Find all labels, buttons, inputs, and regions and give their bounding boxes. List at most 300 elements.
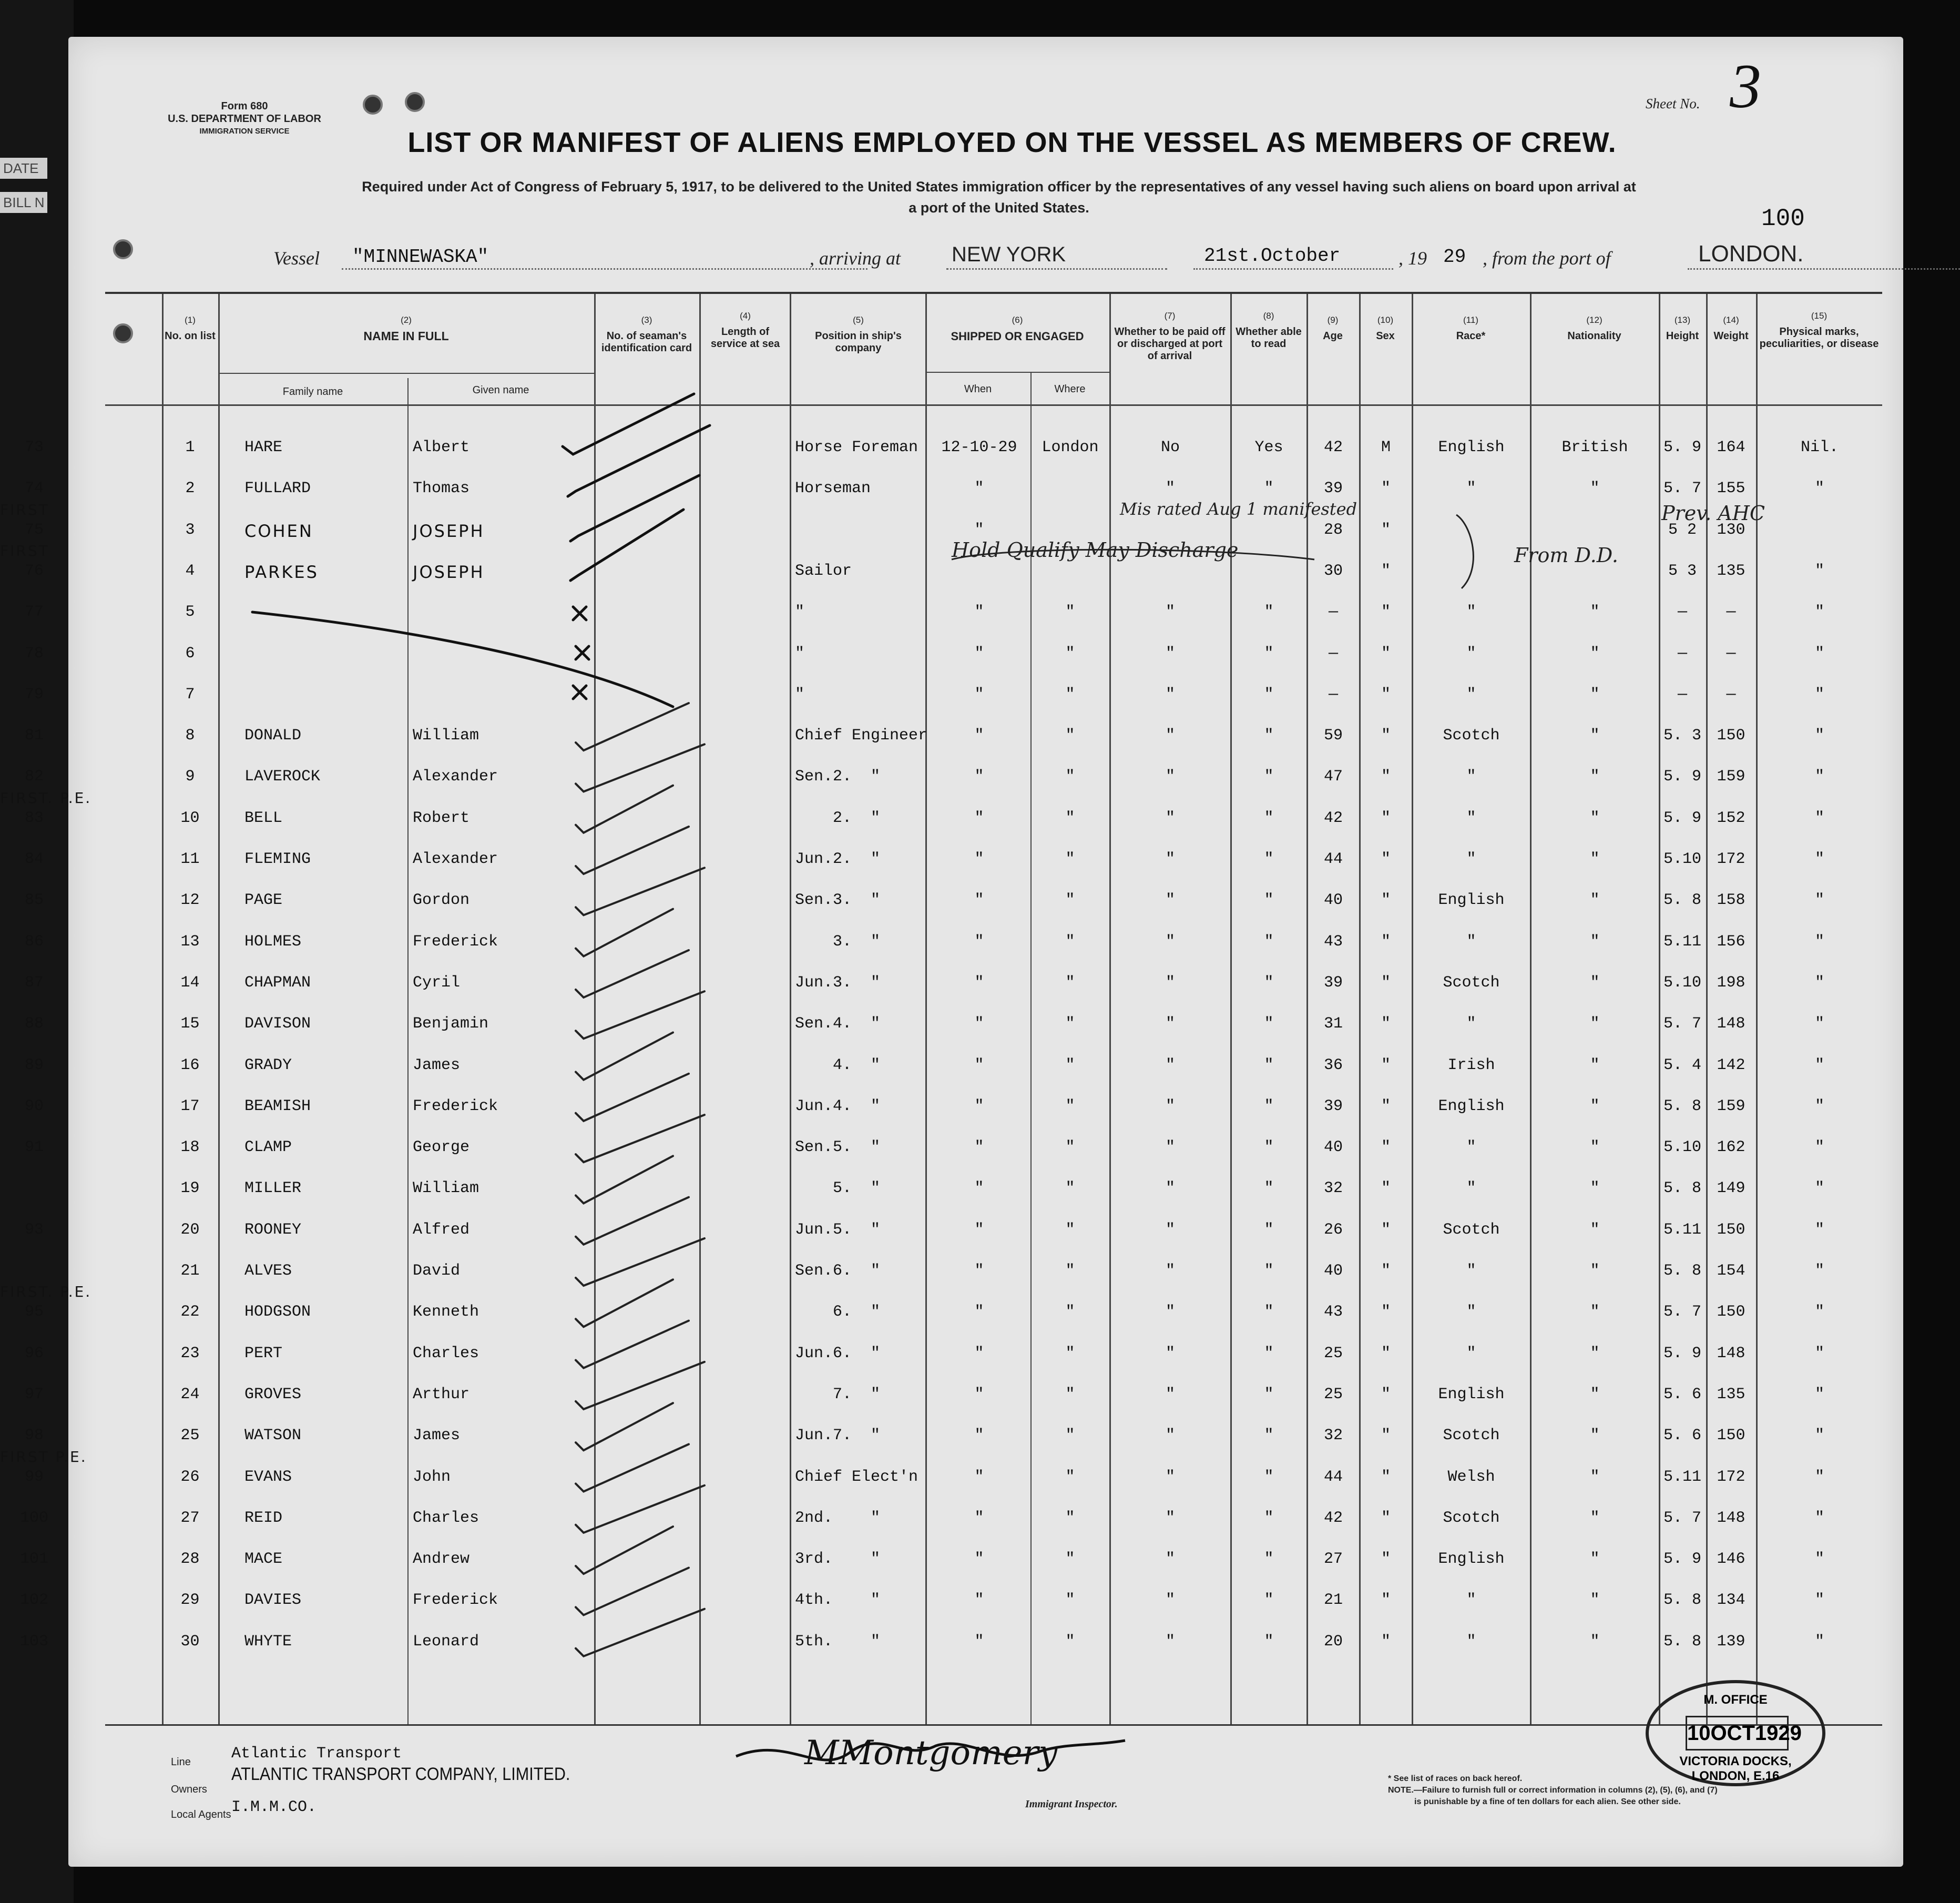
family-name: DAVISON (244, 1015, 311, 1033)
id-card-check-mark (576, 1033, 673, 1080)
position: 7. " (795, 1385, 881, 1403)
family-name: EVANS (244, 1468, 292, 1486)
row-list-number: 10 (180, 809, 200, 827)
sex: " (1381, 1220, 1391, 1239)
signature-text: MMontgomery (804, 1734, 1058, 1773)
paid-off: " (1165, 685, 1175, 704)
shipped-where: " (1065, 644, 1075, 663)
paid-off: " (1165, 1303, 1175, 1321)
shipped-where: " (1065, 1015, 1075, 1033)
paid-off: " (1165, 809, 1175, 827)
nationality: " (1590, 727, 1600, 745)
paid-off: No (1160, 439, 1180, 456)
able-to-read: " (1264, 480, 1274, 498)
height: 5. 7 (1663, 1015, 1701, 1033)
year-suffix: 29 (1443, 246, 1466, 268)
able-to-read: " (1264, 1220, 1274, 1239)
row-ref-number: 81 (24, 727, 44, 745)
sex: " (1381, 1097, 1391, 1115)
subtitle-line-1: Required under Act of Congress of February 5, 1917, to be delivered to the United States immigration officer by the representatives of any vessel having such aliens on board upon arrival at (362, 179, 1636, 195)
position: Sen.6. " (795, 1262, 881, 1280)
id-card-check-mark (576, 1444, 689, 1492)
height: 5. 9 (1663, 439, 1701, 456)
row-list-number: 20 (180, 1220, 200, 1239)
paid-off: " (1165, 1591, 1175, 1610)
given-name: Thomas (413, 480, 470, 498)
race: " (1466, 1015, 1476, 1033)
arrival-port: NEW YORK (952, 243, 1066, 266)
paid-off: " (1165, 1138, 1175, 1157)
race: Scotch (1443, 1509, 1500, 1527)
weight: 148 (1717, 1015, 1745, 1033)
id-card-check-mark (576, 1321, 689, 1368)
row-ref-number: 98 (24, 1427, 44, 1445)
paid-off: " (1165, 1220, 1175, 1239)
position: 5. " (795, 1179, 881, 1198)
age: 40 (1323, 1138, 1343, 1157)
physical-marks: " (1814, 603, 1824, 622)
age: 44 (1323, 850, 1343, 868)
sex: " (1381, 685, 1391, 704)
height: 5.10 (1663, 973, 1701, 992)
row-ref-number: 79 (24, 685, 44, 704)
weight: 152 (1717, 809, 1745, 827)
weight: 164 (1717, 439, 1745, 456)
annotation-text: Mis rated Aug 1 manifested (1120, 499, 1357, 519)
shipped-where: " (1065, 1509, 1075, 1527)
position: Jun.5. " (795, 1220, 881, 1239)
row-list-number: 11 (180, 850, 200, 868)
inspector-signature (726, 1714, 1146, 1798)
paid-off: " (1165, 1262, 1175, 1280)
age: 25 (1323, 1344, 1343, 1362)
sex: " (1381, 562, 1391, 580)
weight: 154 (1717, 1262, 1745, 1280)
shipped-where: " (1065, 1550, 1075, 1569)
paid-off: " (1165, 932, 1175, 951)
nationality: " (1590, 1303, 1600, 1321)
col-header-nationality: (12) Nationality (1567, 315, 1621, 342)
col-header-height: (13) Height (1666, 315, 1699, 342)
nationality: British (1561, 439, 1628, 456)
height: 5. 6 (1663, 1385, 1701, 1403)
physical-marks: " (1814, 480, 1824, 498)
family-name: HODGSON (244, 1303, 311, 1321)
row-ref-number: 85 (24, 891, 44, 910)
row-list-number: 18 (180, 1138, 200, 1157)
shipped-where: London (1042, 439, 1099, 456)
shipped-where: " (1065, 1344, 1075, 1362)
race: " (1466, 1632, 1476, 1651)
weight: 148 (1717, 1509, 1745, 1527)
from-label: , from the port of (1483, 248, 1611, 269)
race: " (1466, 932, 1476, 951)
given-name: Andrew (413, 1550, 470, 1569)
able-to-read: " (1264, 1179, 1274, 1198)
annotation-text: Prev. AHC (1661, 502, 1765, 525)
family-name: WATSON (244, 1427, 302, 1445)
subtitle-line-2: a port of the United States. (908, 200, 1089, 216)
shipped-when: " (974, 973, 984, 992)
id-card-check-mark (576, 950, 689, 998)
able-to-read: " (1264, 973, 1274, 992)
sex: " (1381, 727, 1391, 745)
shipped-where: " (1065, 1220, 1075, 1239)
row-ref-number: 96 (24, 1344, 44, 1362)
row-list-number: 4 (185, 562, 195, 580)
height: 5. 7 (1663, 480, 1701, 498)
weight: 150 (1717, 727, 1745, 745)
paid-off: " (1165, 1056, 1175, 1074)
age: 59 (1323, 727, 1343, 745)
sex: " (1381, 850, 1391, 868)
physical-marks: " (1814, 891, 1824, 910)
row-ref-number: 97 (24, 1385, 44, 1403)
col-header-given: Given name (472, 384, 529, 396)
position: Jun.6. " (795, 1344, 881, 1362)
race: " (1466, 768, 1476, 786)
family-name: PARKES (244, 562, 319, 582)
weight: 149 (1717, 1179, 1745, 1198)
nationality: " (1590, 1220, 1600, 1239)
paid-off: " (1165, 1550, 1175, 1569)
row-ref-number: 89 (24, 1056, 44, 1074)
age: 36 (1323, 1056, 1343, 1074)
nationality: " (1590, 644, 1600, 663)
age: 40 (1323, 891, 1343, 910)
row-ref-number: 100 (19, 1509, 48, 1527)
paid-off: " (1165, 1015, 1175, 1033)
height: — (1677, 644, 1687, 663)
age: 27 (1323, 1550, 1343, 1569)
id-card-check-mark (576, 1609, 705, 1656)
row-ref-number: 95 (24, 1303, 44, 1321)
nationality: " (1590, 809, 1600, 827)
row-prefix-note: FIRST. P.E. (0, 1283, 92, 1301)
row-list-number: 22 (180, 1303, 200, 1321)
height: 5. 9 (1663, 809, 1701, 827)
shipped-where: " (1065, 1179, 1075, 1198)
shipped-when: " (974, 1015, 984, 1033)
sex: " (1381, 809, 1391, 827)
physical-marks: " (1814, 932, 1824, 951)
nationality: " (1590, 1550, 1600, 1569)
position: Horse Foreman (795, 439, 918, 456)
sex: " (1381, 1015, 1391, 1033)
agents-label: Local Agents (171, 1809, 231, 1820)
given-name: Benjamin (413, 1015, 489, 1033)
position: Sen.4. " (795, 1015, 881, 1033)
sex: " (1381, 1056, 1391, 1074)
position: Sen.3. " (795, 891, 881, 910)
sex: " (1381, 1591, 1391, 1610)
physical-marks: " (1814, 1632, 1824, 1651)
given-name: Charles (413, 1509, 479, 1527)
id-card-check-mark (576, 827, 689, 874)
shipped-when: " (974, 1056, 984, 1074)
col-header-no: (1) No. on list (165, 315, 216, 342)
row-list-number: 16 (180, 1056, 200, 1074)
arriving-label: , arriving at (810, 248, 901, 269)
department-name: U.S. DEPARTMENT OF LABOR (168, 113, 321, 125)
race: " (1466, 1303, 1476, 1321)
physical-marks: " (1814, 727, 1824, 745)
position: Sailor (795, 562, 852, 580)
able-to-read: " (1264, 809, 1274, 827)
shipped-when: " (974, 480, 984, 498)
weight: 134 (1717, 1591, 1745, 1610)
row-list-number: 29 (180, 1591, 200, 1610)
family-name: FULLARD (244, 480, 311, 498)
physical-marks: " (1814, 1468, 1824, 1486)
col-header-paid-off: (7) Whether to be paid off or discharged at port of arrival (1114, 311, 1226, 362)
race: Scotch (1443, 973, 1500, 992)
shipped-where: " (1065, 1427, 1075, 1445)
weight: 150 (1717, 1427, 1745, 1445)
nationality: " (1590, 603, 1600, 622)
able-to-read: " (1264, 1015, 1274, 1033)
given-name: Cyril (413, 973, 461, 992)
annotation-text: From D.D. (1514, 544, 1618, 567)
paid-off: " (1165, 850, 1175, 868)
sex: " (1381, 1179, 1391, 1198)
id-card-check-mark (576, 991, 705, 1039)
row-prefix-note: FIRST (0, 501, 49, 518)
nationality: " (1590, 891, 1600, 910)
able-to-read: " (1264, 1427, 1274, 1445)
shipped-when: " (974, 1138, 984, 1157)
given-name: Leonard (413, 1632, 479, 1651)
weight: 162 (1717, 1138, 1745, 1157)
age: 30 (1323, 562, 1343, 580)
age: — (1328, 685, 1338, 704)
shipped-when: " (974, 644, 984, 663)
shipped-where: " (1065, 1056, 1075, 1074)
given-name: Alexander (413, 768, 498, 786)
physical-marks: " (1814, 850, 1824, 868)
sex: " (1381, 1427, 1391, 1445)
given-name: David (413, 1262, 461, 1280)
family-name: CLAMP (244, 1138, 292, 1157)
row-list-number: 28 (180, 1550, 200, 1569)
weight: 172 (1717, 850, 1745, 868)
paid-off: " (1165, 727, 1175, 745)
shipped-where: " (1065, 685, 1075, 704)
able-to-read: " (1264, 1632, 1274, 1651)
age: 25 (1323, 1385, 1343, 1403)
weight: 148 (1717, 1344, 1745, 1362)
row-ref-number: 93 (24, 1220, 44, 1239)
height: 5.11 (1663, 1220, 1701, 1239)
physical-marks: " (1814, 1138, 1824, 1157)
nationality: " (1590, 1138, 1600, 1157)
edge-stub-1: DATE (0, 158, 47, 179)
age: 43 (1323, 932, 1343, 951)
family-name: ALVES (244, 1262, 292, 1280)
height: 5. 8 (1663, 1262, 1701, 1280)
row-list-number: 25 (180, 1427, 200, 1445)
col-header-read: (8) Whether able to read (1236, 311, 1302, 350)
sheet-number: 3 (1730, 51, 1761, 121)
form-number: Form 680 (221, 100, 268, 112)
able-to-read: " (1264, 1138, 1274, 1157)
race: " (1466, 1344, 1476, 1362)
shipped-where: " (1065, 932, 1075, 951)
row-ref-number: 82 (24, 768, 44, 786)
able-to-read: " (1264, 1509, 1274, 1527)
shipped-when: " (974, 603, 984, 622)
vessel-label: Vessel (273, 248, 320, 269)
height: 5. 8 (1663, 1591, 1701, 1610)
id-card-check-mark (576, 1403, 673, 1450)
col-header-where: Where (1054, 383, 1086, 395)
age: — (1328, 644, 1338, 663)
row-prefix-note: FIRST (0, 542, 49, 559)
able-to-read: " (1264, 1591, 1274, 1610)
paid-off: " (1165, 768, 1175, 786)
shipped-where: " (1065, 1138, 1075, 1157)
height: 5.11 (1663, 1468, 1701, 1486)
family-name: GROVES (244, 1385, 302, 1403)
weight: — (1726, 603, 1736, 622)
age: 44 (1323, 1468, 1343, 1486)
race: English (1438, 439, 1505, 456)
paid-off: " (1165, 1632, 1175, 1651)
given-name: Kenneth (413, 1303, 479, 1321)
id-card-check-mark (576, 1279, 673, 1327)
family-name: FLEMING (244, 850, 311, 868)
family-name: BELL (244, 809, 283, 827)
height: 5.10 (1663, 850, 1701, 868)
shipped-when: " (974, 809, 984, 827)
position: Jun.3. " (795, 973, 881, 992)
weight: 150 (1717, 1220, 1745, 1239)
shipped-when: " (974, 727, 984, 745)
position: 3. " (795, 932, 881, 951)
sex: " (1381, 1632, 1391, 1651)
shipped-where: " (1065, 973, 1075, 992)
row-list-number: 9 (185, 768, 195, 786)
given-name: Alfred (413, 1220, 470, 1239)
height: 5. 4 (1663, 1056, 1701, 1074)
col-header-physical-marks: (15) Physical marks, peculiarities, or disease (1759, 311, 1879, 350)
height: 5. 8 (1663, 891, 1701, 910)
nationality: " (1590, 1385, 1600, 1403)
position: Jun.2. " (795, 850, 881, 868)
race: Scotch (1443, 1220, 1500, 1239)
height: 5. 7 (1663, 1303, 1701, 1321)
shipped-when: 12-10-29 (941, 439, 1017, 456)
physical-marks: " (1814, 1550, 1824, 1569)
able-to-read: " (1264, 1550, 1274, 1569)
row-ref-number: 78 (24, 644, 44, 663)
able-to-read: " (1264, 1344, 1274, 1362)
shipped-when: " (974, 1220, 984, 1239)
position: " (795, 603, 805, 622)
shipped-when: " (974, 1262, 984, 1280)
position: Jun.4. " (795, 1097, 881, 1115)
age: 32 (1323, 1427, 1343, 1445)
pen-marks (105, 294, 1882, 1724)
race: " (1466, 850, 1476, 868)
able-to-read: " (1264, 1468, 1274, 1486)
sex: " (1381, 644, 1391, 663)
row-ref-number: 77 (24, 603, 44, 622)
position: Chief Elect'n (795, 1468, 918, 1486)
family-name: REID (244, 1509, 283, 1527)
weight: 142 (1717, 1056, 1745, 1074)
row-ref-number: 88 (24, 1015, 44, 1033)
given-name: Robert (413, 809, 470, 827)
weight: 135 (1717, 1385, 1745, 1403)
shipped-when: " (974, 1509, 984, 1527)
paid-off: " (1165, 603, 1175, 622)
shipped-when: " (974, 891, 984, 910)
id-card-check-mark (576, 1238, 705, 1286)
shipped-when: " (974, 768, 984, 786)
physical-marks: " (1814, 1179, 1824, 1198)
age: 39 (1323, 973, 1343, 992)
family-name: MACE (244, 1550, 283, 1569)
shipped-when: " (974, 1097, 984, 1115)
weight: 198 (1717, 973, 1745, 992)
col-header-shipped: (6) SHIPPED OR ENGAGED (951, 315, 1084, 343)
family-name: WHYTE (244, 1632, 292, 1651)
service-name: IMMIGRATION SERVICE (199, 127, 290, 136)
id-card-check-mark (576, 1156, 673, 1203)
age: 42 (1323, 1509, 1343, 1527)
height: 5. 7 (1663, 1509, 1701, 1527)
height: 5. 8 (1663, 1179, 1701, 1198)
position: 4. " (795, 1056, 881, 1074)
shipped-when: " (974, 1468, 984, 1486)
physical-marks: " (1814, 1591, 1824, 1610)
family-name: GRADY (244, 1056, 292, 1074)
position: Sen.2. " (795, 768, 881, 786)
sheet-count: 100 (1761, 205, 1805, 232)
col-header-weight: (14) Weight (1713, 315, 1749, 342)
position: Horseman (795, 480, 871, 498)
shipped-when: " (974, 685, 984, 704)
row-list-number: 1 (185, 439, 195, 456)
position: " (795, 644, 805, 663)
race: English (1438, 1097, 1505, 1115)
age: 40 (1323, 1262, 1343, 1280)
physical-marks: " (1814, 1509, 1824, 1527)
shipped-where: " (1065, 768, 1075, 786)
age: 32 (1323, 1179, 1343, 1198)
sex: " (1381, 1138, 1391, 1157)
paid-off: " (1165, 891, 1175, 910)
able-to-read: Yes (1254, 439, 1283, 456)
given-name: John (413, 1468, 451, 1486)
shipped-when: " (974, 1385, 984, 1403)
given-name: Charles (413, 1344, 479, 1362)
height: — (1677, 685, 1687, 704)
arrival-date: 21st.October (1204, 245, 1341, 267)
given-name: JOSEPH (413, 521, 485, 541)
row-ref-number: 74 (24, 480, 44, 498)
weight: 139 (1717, 1632, 1745, 1651)
row-ref-number: 87 (24, 973, 44, 992)
shipped-where: " (1065, 1385, 1075, 1403)
height: 5. 8 (1663, 1097, 1701, 1115)
paid-off: " (1165, 1179, 1175, 1198)
stamp-date: 10OCT1929 (1686, 1716, 1789, 1751)
height: 5. 3 (1663, 727, 1701, 745)
page-subtitle (231, 176, 1767, 218)
col-header-race: (11) Race* (1456, 315, 1486, 342)
